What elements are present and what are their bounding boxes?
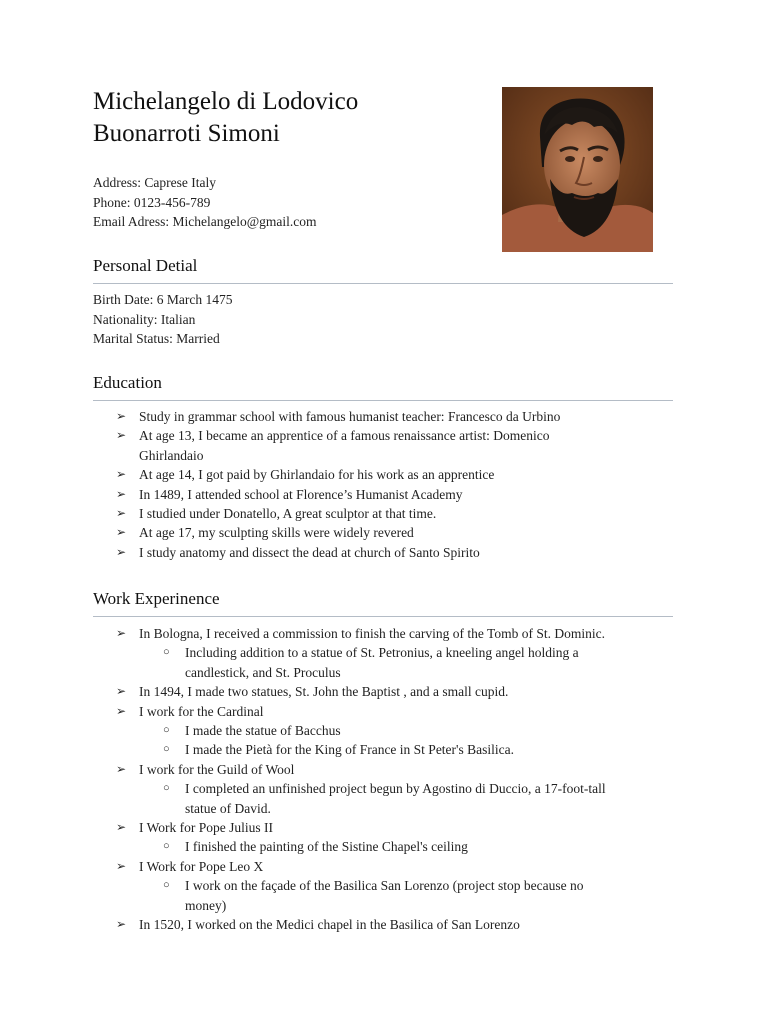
list-item-text: At age 13, I became an apprentice of a famous renaissance artist: Domenico — [139, 428, 550, 444]
arrow-bullet-icon: ➢ — [116, 820, 127, 835]
sub-list — [139, 721, 683, 760]
list-item-text: In 1520, I worked on the Medici chapel in the Basilica of San Lorenzo — [139, 917, 520, 933]
list-item-text: Study in grammar school with famous humanist teacher: Francesco da Urbino — [139, 409, 561, 424]
sub-list-item-text: Including addition to a statue of St. Petronius, a kneeling angel holding a — [185, 645, 579, 661]
address-text: Address: Caprese Italy — [93, 175, 216, 190]
list-item-text-continued: Ghirlandaio — [139, 447, 204, 463]
circle-bullet-icon: ○ — [163, 879, 170, 892]
personal-detail-heading: Personal Detial — [93, 256, 198, 275]
arrow-bullet-icon: ➢ — [116, 703, 127, 718]
work-experience-list — [93, 624, 683, 935]
sub-list-item-text-continued: candlestick, and St. Proculus — [185, 664, 341, 680]
section-divider — [93, 616, 673, 617]
list-item — [93, 407, 683, 426]
list-item-text: I work for the Guild of Wool — [139, 761, 295, 777]
list-item — [93, 682, 683, 701]
education-heading: Education — [93, 373, 162, 392]
sub-list-item-text: I made the Pietà for the King of France in St Peter's Basilica. — [185, 742, 514, 758]
sub-list — [139, 837, 683, 856]
arrow-bullet-icon: ➢ — [116, 917, 127, 932]
contact-info — [93, 173, 317, 232]
sub-list — [139, 643, 683, 682]
arrow-bullet-icon: ➢ — [116, 858, 127, 873]
list-item — [93, 760, 683, 818]
circle-bullet-icon: ○ — [163, 782, 170, 795]
arrow-bullet-icon: ➢ — [116, 506, 127, 521]
marital-status-text: Marital Status: Married — [93, 331, 220, 346]
email-text: Email Adress: Michelangelo@gmail.com — [93, 214, 317, 229]
section-divider — [93, 283, 673, 284]
sub-list-item — [139, 740, 683, 759]
circle-bullet-icon: ○ — [163, 724, 170, 737]
portrait-photo — [502, 87, 653, 252]
list-item-text: I work for the Cardinal — [139, 703, 264, 719]
phone-text: Phone: 0123-456-789 — [93, 194, 211, 210]
arrow-bullet-icon: ➢ — [116, 525, 127, 540]
list-item-text: I Work for Pope Julius II — [139, 820, 274, 836]
list-item — [93, 523, 683, 542]
list-item-text: I study anatomy and dissect the dead at church of Santo Spirito — [139, 544, 480, 560]
sub-list-item — [139, 643, 683, 682]
section-divider — [93, 400, 673, 401]
sub-list-item-text-continued: statue of David. — [185, 800, 271, 816]
list-item — [93, 624, 683, 682]
list-item — [93, 485, 683, 504]
education-list — [93, 407, 683, 562]
list-item-text: At age 17, my sculpting skills were widely revered — [139, 525, 414, 541]
circle-bullet-icon: ○ — [163, 743, 170, 756]
sub-list — [139, 876, 683, 915]
arrow-bullet-icon: ➢ — [116, 409, 127, 423]
list-item-text: In 1494, I made two statues, St. John the Baptist , and a small cupid. — [139, 684, 509, 700]
person-name-line-2: Buonarroti Simoni — [93, 120, 280, 147]
sub-list-item — [139, 837, 683, 856]
person-name-line-1: Michelangelo di Lodovico — [93, 88, 359, 115]
list-item-text: I studied under Donatello, A great sculptor at that time. — [139, 506, 437, 522]
portrait-image — [502, 87, 653, 252]
list-item — [93, 702, 683, 760]
birth-date-text: Birth Date: 6 March 1475 — [93, 292, 233, 307]
list-item — [93, 857, 683, 915]
circle-bullet-icon: ○ — [163, 646, 170, 659]
sub-list-item-text: I made the statue of Bacchus — [185, 723, 341, 739]
sub-list-item-text-continued: money) — [185, 897, 227, 913]
list-item — [93, 818, 683, 857]
arrow-bullet-icon: ➢ — [116, 626, 127, 640]
sub-list-item — [139, 779, 683, 818]
list-item — [93, 915, 683, 934]
arrow-bullet-icon: ➢ — [116, 486, 127, 501]
sub-list-item-text: I work on the façade of the Basilica San Lorenzo (project stop because no — [185, 878, 584, 894]
list-item — [93, 426, 683, 465]
personal-detail-list — [93, 290, 232, 349]
arrow-bullet-icon: ➢ — [116, 428, 127, 443]
person-name — [93, 86, 358, 150]
list-item — [93, 465, 683, 484]
list-item — [93, 504, 683, 523]
nationality-text: Nationality: Italian — [93, 311, 196, 327]
list-item-text: In Bologna, I received a commission to finish the carving of the Tomb of St. Dominic. — [139, 626, 605, 641]
work-experience-heading: Work Experinence — [93, 589, 220, 608]
list-item-text: At age 14, I got paid by Ghirlandaio for his work as an apprentice — [139, 467, 495, 483]
list-item-text: In 1489, I attended school at Florence’s Humanist Academy — [139, 486, 463, 502]
sub-list-item — [139, 876, 683, 915]
arrow-bullet-icon: ➢ — [116, 761, 127, 776]
sub-list — [139, 779, 683, 818]
arrow-bullet-icon: ➢ — [116, 544, 127, 559]
sub-list-item-text: I completed an unfinished project begun by Agostino di Duccio, a 17-foot-tall — [185, 781, 606, 797]
list-item-text: I Work for Pope Leo X — [139, 858, 264, 874]
arrow-bullet-icon: ➢ — [116, 684, 127, 699]
circle-bullet-icon: ○ — [163, 840, 170, 853]
list-item — [93, 543, 683, 562]
arrow-bullet-icon: ➢ — [116, 467, 127, 482]
sub-list-item — [139, 721, 683, 740]
sub-list-item-text: I finished the painting of the Sistine Chapel's ceiling — [185, 839, 468, 855]
